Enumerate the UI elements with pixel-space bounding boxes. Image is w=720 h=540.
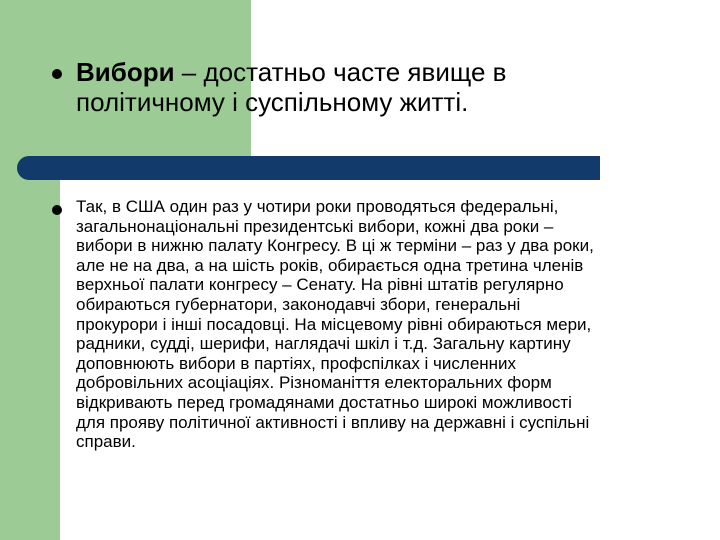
- divider-bar: [17, 156, 600, 180]
- title-rest-line1: – достатньо часте явище в: [174, 57, 507, 87]
- slide-title: [76, 57, 676, 117]
- title-term: Вибори: [76, 57, 175, 87]
- title-rest-line2: політичному і суспільному житті.: [76, 87, 469, 117]
- title-bullet: [52, 69, 62, 79]
- body-bullet: [52, 205, 62, 215]
- body-paragraph: Так, в США один раз у чотири роки проводяться федеральні, загальнонаціональні президентські вибори, кожні два роки – вибори в нижню палату Конгресу. В ці ж терміни – раз у два роки, але не на два, а на шість років, обирається одна третина членів верхньої палати конгресу – Сенату. На рівні штатів регулярно обираються губернатори, законодавчі збори, генеральні прокурори і інші посадовці. На місцевому рівні обираються мери, радники, судді, шерифи, наглядачі шкіл і т.д. Загальну картину доповнюють вибори в партіях, профспілках і численних добровільних асоціаціях. Різноманіття електоральних форм відкривають перед громадянами достатньо широкі можливості для прояву політичної активності і впливу на державні і суспільні справи.: [76, 197, 594, 452]
- left-green-strip: [0, 0, 60, 540]
